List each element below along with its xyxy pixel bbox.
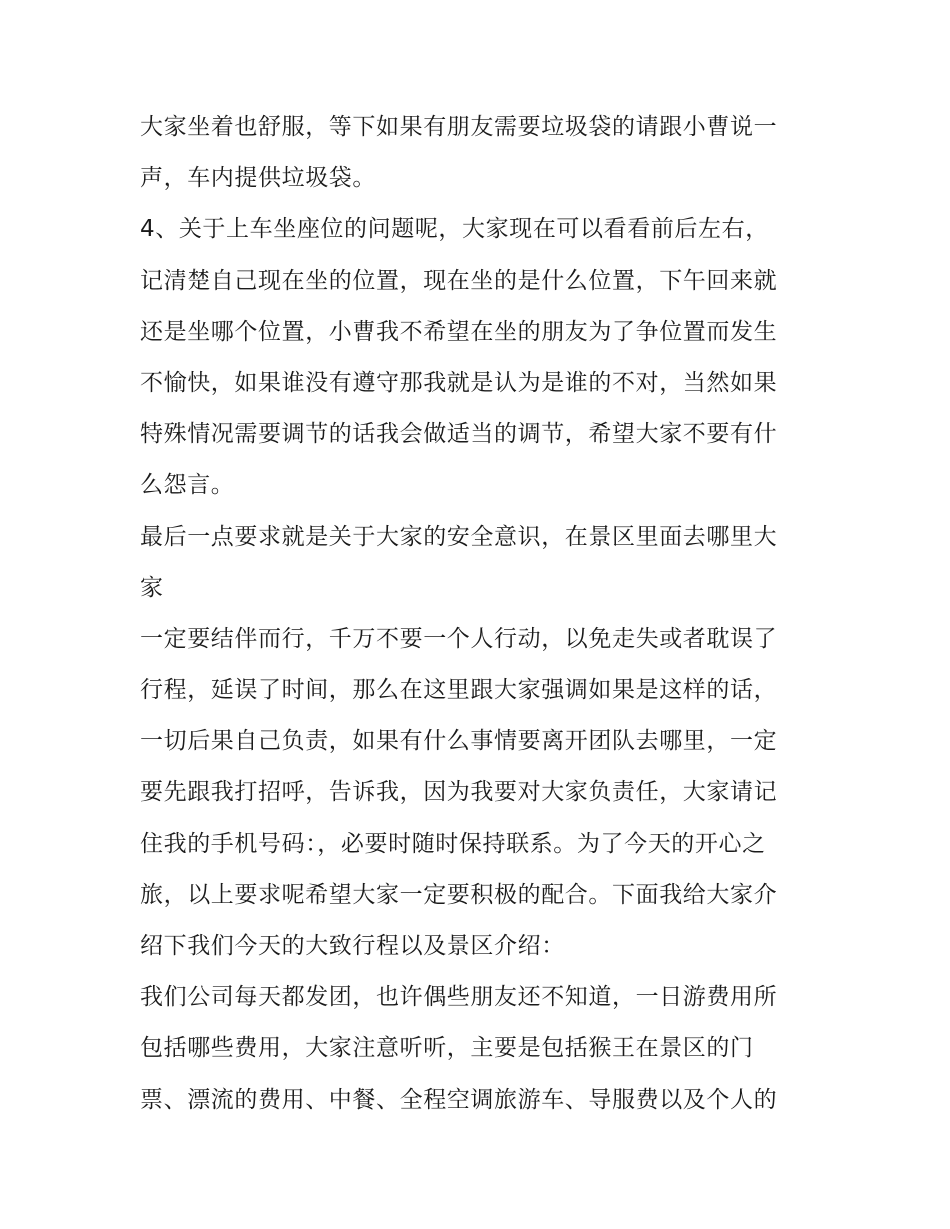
text-line: 票、漂流的费用、中餐、全程空调旅游车、导服费以及个人的 xyxy=(140,1086,778,1113)
text-line: 记清楚自己现在坐的位置，现在坐的是什么位置，下午回来就 xyxy=(140,267,778,294)
text-line: 家 xyxy=(140,574,164,601)
text-line: 还是坐哪个位置，小曹我不希望在坐的朋友为了争位置而发生 xyxy=(140,318,778,345)
text-line: 4、关于上车坐座位的问题呢，大家现在可以看看前后左右， xyxy=(140,216,769,243)
text-line: 么怨言。 xyxy=(140,472,235,499)
text-line: 住我的手机号码：，必要时随时保持联系。为了今天的开心之 xyxy=(140,830,766,857)
text-line: 不愉快，如果谁没有遵守那我就是认为是谁的不对，当然如果 xyxy=(140,369,778,396)
text-line: 声，车内提供垃圾袋。 xyxy=(140,165,376,192)
text-line: 包括哪些费用，大家注意听听，主要是包括猴王在景区的门 xyxy=(140,1035,754,1062)
text-line: 特殊情况需要调节的话我会做适当的调节，希望大家不要有什 xyxy=(140,421,778,448)
text-line: 一定要结伴而行，千万不要一个人行动，以免走失或者耽误了 xyxy=(140,625,778,652)
text-line: 行程，延误了时间，那么在这里跟大家强调如果是这样的话， xyxy=(140,677,778,704)
text-line: 一切后果自己负责，如果有什么事情要离开团队去哪里，一定 xyxy=(140,728,778,755)
text-line: 最后一点要求就是关于大家的安全意识，在景区里面去哪里大 xyxy=(140,523,778,550)
document-text-body xyxy=(140,102,820,1126)
text-line: 旅，以上要求呢希望大家一定要积极的配合。下面我给大家介 xyxy=(140,881,778,908)
text-line: 大家坐着也舒服，等下如果有朋友需要垃圾袋的请跟小曹说一 xyxy=(140,114,778,140)
text-line: 我们公司每天都发团，也许偶些朋友还不知道，一日游费用所 xyxy=(140,984,778,1011)
text-line: 要先跟我打招呼，告诉我，因为我要对大家负责任，大家请记 xyxy=(140,779,778,806)
text-line: 绍下我们今天的大致行程以及景区介绍： xyxy=(140,933,565,959)
